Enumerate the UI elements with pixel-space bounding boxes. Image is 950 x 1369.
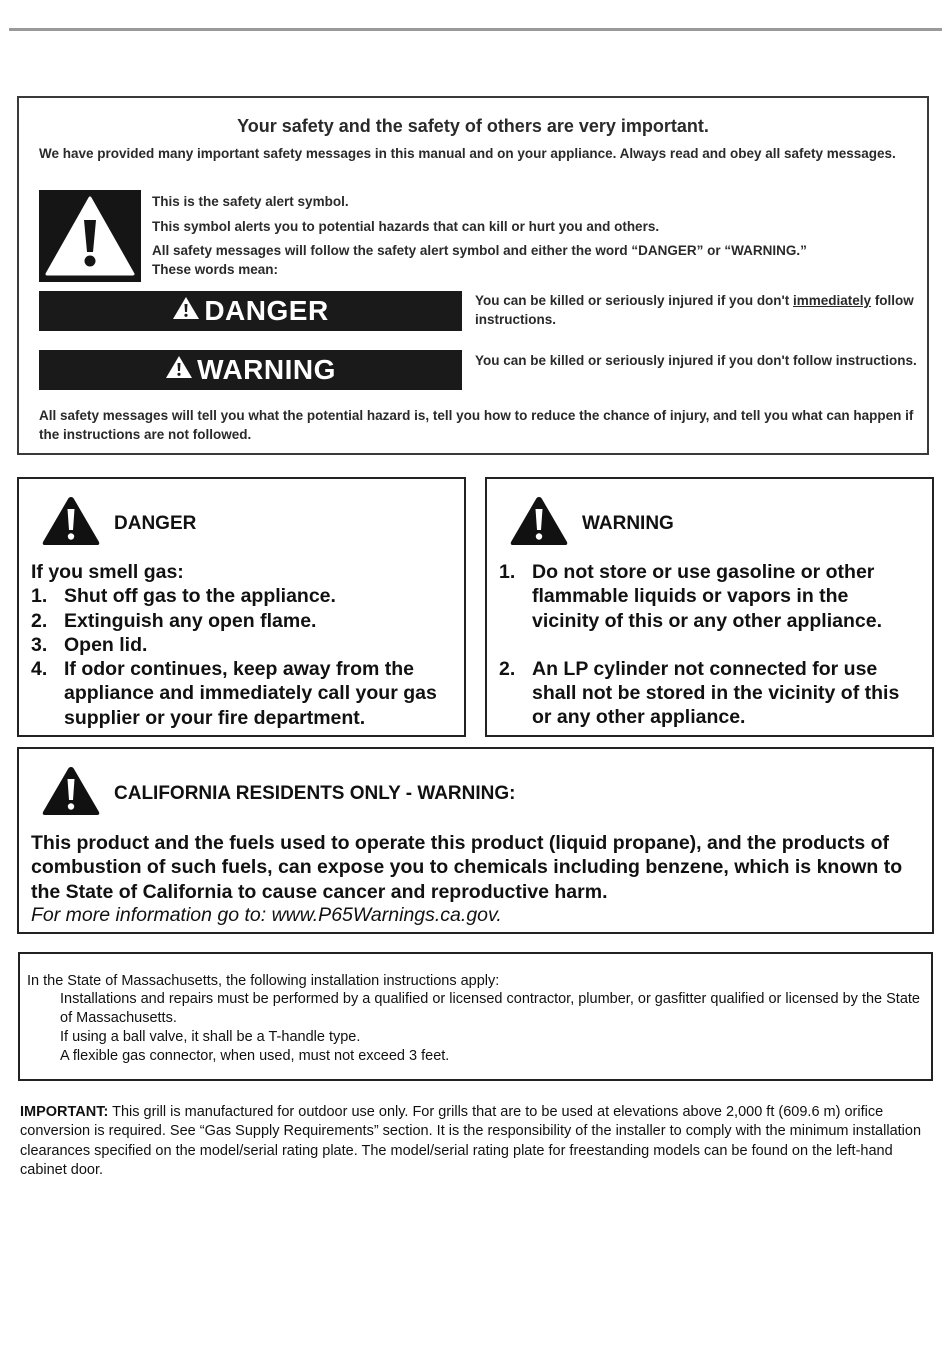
warning-triangle-icon	[41, 765, 101, 817]
list-text: If odor continues, keep away from the appliance and immediately call your gas supplier or your fire department.	[64, 658, 437, 729]
list-number: 2.	[499, 657, 516, 680]
warning-flammable-box	[485, 477, 934, 737]
ma-item-licensed: Installations and repairs must be performed by a qualified or licensed contractor, plumber, or gasfitter qualified or licensed by the State of Massachusetts.	[60, 991, 920, 1026]
list-text: Open lid.	[64, 633, 148, 656]
danger-desc-text: You can be killed or seriously injured if you don't	[475, 293, 794, 308]
warning-triangle-icon	[41, 495, 101, 547]
danger-steps-list	[31, 584, 456, 730]
ma-item-connector: A flexible gas connector, when used, must not exceed 3 feet.	[60, 1048, 450, 1064]
danger-intro: If you smell gas:	[31, 561, 184, 583]
list-item	[31, 584, 456, 608]
alert-triangle-icon	[172, 295, 200, 327]
warning-signal-bar	[39, 350, 462, 390]
list-text: Extinguish any open flame.	[64, 609, 317, 632]
list-text: Do not store or use gasoline or other flammable liquids or vapors in the vicinity of this or any other appliance.	[532, 561, 882, 632]
massachusetts-box	[18, 952, 933, 1081]
list-number: 1.	[499, 561, 516, 583]
warning-list	[499, 560, 914, 730]
alert-line-2: This symbol alerts you to potential hazards that can kill or hurt you and others.	[152, 219, 660, 234]
list-text: Shut off gas to the appliance.	[64, 585, 336, 608]
alert-line-3: All safety messages will follow the safety alert symbol and either the word “DANGER” or “WARNING.”	[152, 243, 807, 258]
danger-description	[475, 291, 925, 329]
danger-desc-emphasis: immediately	[793, 293, 872, 308]
p65-info-text: For more information go to: www.P65Warnings.ca.gov.	[31, 904, 502, 926]
california-body: This product and the fuels used to operate this product (liquid propane), and the products of combustion of such fuels, can expose you to chemicals including benzene, which is known to the State of California to cause cancer and reproductive harm.	[31, 832, 903, 903]
intro-paragraph: We have provided many important safety messages in this manual and on your appliance. Always read and obey all safety messages.	[39, 146, 896, 161]
list-item	[31, 609, 456, 633]
list-number: 3.	[31, 633, 48, 656]
important-label: IMPORTANT:	[20, 1104, 109, 1120]
danger-gas-box	[17, 477, 466, 737]
alert-triangle-icon	[165, 354, 193, 386]
danger-signal-bar	[39, 291, 462, 331]
danger-signal-word: DANGER	[204, 295, 329, 326]
warning-description: You can be killed or seriously injured if you don't follow instructions.	[475, 353, 917, 368]
danger-desc-text-end: follow instructions.	[475, 293, 914, 327]
safety-intro-box	[17, 96, 929, 455]
safety-alert-icon	[39, 190, 141, 282]
california-warning-box	[17, 747, 934, 934]
danger-heading: DANGER	[114, 513, 197, 534]
ma-intro: In the State of Massachusetts, the following installation instructions apply:	[27, 973, 500, 989]
list-item	[499, 560, 914, 633]
warning-triangle-icon	[509, 495, 569, 547]
ma-item-ball-valve: If using a ball valve, it shall be a T-handle type.	[60, 1029, 361, 1045]
list-item	[31, 657, 456, 730]
alert-line-1: This is the safety alert symbol.	[152, 194, 349, 209]
list-item	[499, 657, 914, 730]
list-item	[31, 633, 456, 657]
warning-heading: WARNING	[582, 513, 674, 534]
important-text: This grill is manufactured for outdoor use only. For grills that are to be used at elevations above 2,000 ft (609.6 m) orifice conversion is required. See “Gas Supply Requirements” section. It is the responsibility of the installer to comply with the minimum installation clearances specified on the model/serial rating plate. The model/serial rating plate for freestanding models can be found on the left-hand cabinet door.	[20, 1104, 922, 1178]
list-number: 2.	[31, 609, 48, 632]
california-heading: CALIFORNIA RESIDENTS ONLY - WARNING:	[114, 783, 516, 804]
important-note	[20, 1103, 930, 1180]
warning-signal-word: WARNING	[197, 354, 336, 385]
list-number: 4.	[31, 658, 48, 681]
intro-title: Your safety and the safety of others are very important.	[237, 116, 709, 136]
list-number: 1.	[31, 585, 48, 608]
top-divider	[9, 28, 942, 31]
alert-line-4: These words mean:	[152, 262, 279, 277]
list-text: An LP cylinder not connected for use shall not be stored in the vicinity of this or any other appliance.	[532, 657, 900, 729]
intro-footer: All safety messages will tell you what the potential hazard is, tell you how to reduce the chance of injury, and tell you what can happen if the instructions are not followed.	[39, 408, 914, 442]
